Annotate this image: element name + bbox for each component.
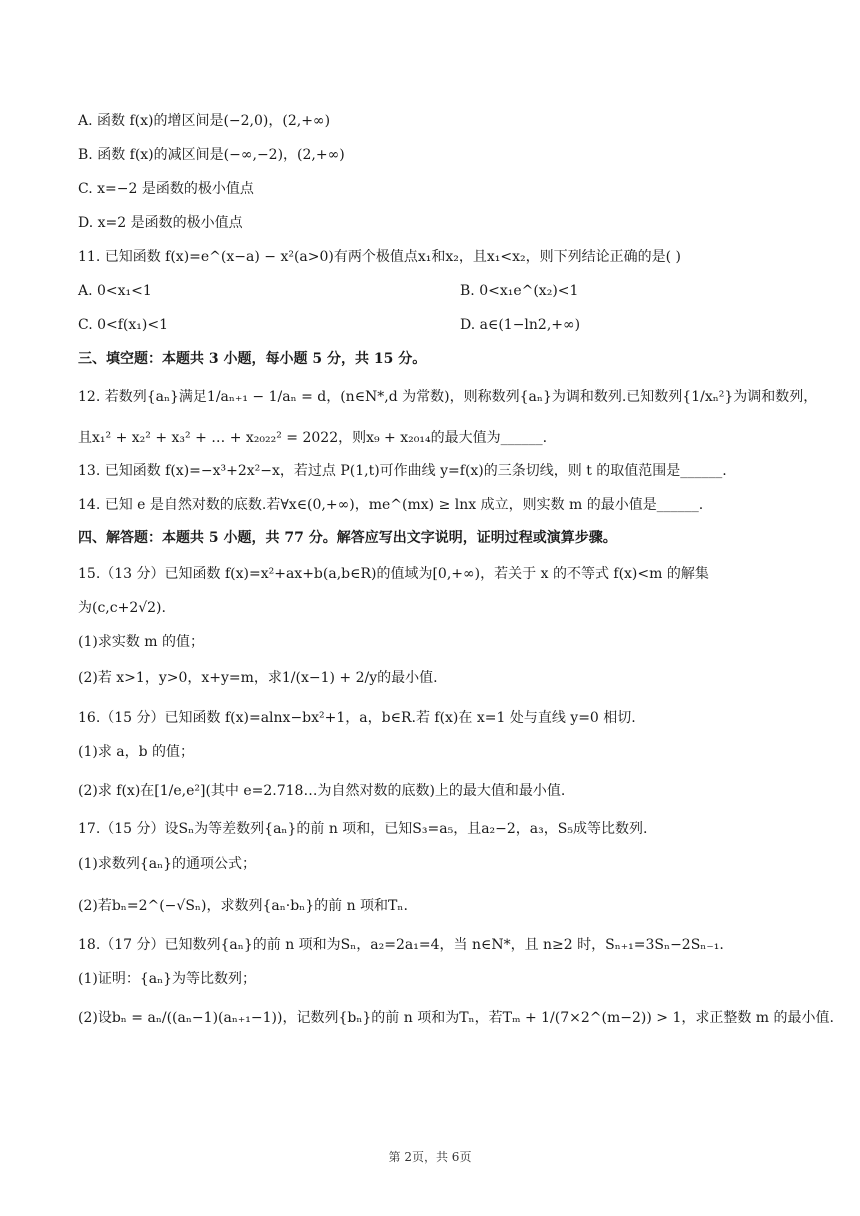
question-15: 15.（13 分）已知函数 f(x)=x²+ax+b(a,b∈R)的值域为[0,+∞)，若关于 x 的不等式 f(x)<m 的解集 bbox=[78, 566, 709, 582]
options-cd-q11 bbox=[78, 315, 782, 335]
question-16-part2: (2)求 f(x)在[1/e,e²](其中 e=2.718…为自然对数的底数)上的最大值和最小值. bbox=[78, 783, 566, 799]
option-a-q11: A. 0<x₁<1 bbox=[78, 283, 152, 299]
question-17-part2: (2)若bₙ=2^(−√Sₙ)，求数列{aₙ·bₙ}的前 n 项和Tₙ. bbox=[78, 898, 408, 914]
option-b-q10: B. 函数 f(x)的减区间是(−∞,−2)，(2,+∞) bbox=[78, 147, 345, 163]
question-16-part1: (1)求 a，b 的值； bbox=[78, 744, 195, 760]
question-12-cont: 且x₁² + x₂² + x₃² + … + x₂₀₂₂² = 2022，则x₉ + x₂₀₁₄的最大值为______. bbox=[78, 430, 548, 446]
option-d-q11: D. a∈(1−ln2,+∞) bbox=[460, 317, 581, 333]
option-c-q10: C. x=−2 是函数的极小值点 bbox=[78, 181, 254, 197]
question-15-cont: 为(c,c+2√2). bbox=[78, 600, 166, 616]
question-16: 16.（15 分）已知函数 f(x)=alnx−bx²+1，a，b∈R.若 f(x)在 x=1 处与直线 y=0 相切. bbox=[78, 710, 636, 726]
section-heading-fill-in: 三、填空题：本题共 3 小题，每小题 5 分，共 15 分。 bbox=[78, 351, 427, 367]
question-18-part2: (2)设bₙ = aₙ/((aₙ−1)(aₙ₊₁−1))，记数列{bₙ}的前 n 项和为Tₙ，若Tₘ + 1/(7×2^(m−2)) > 1，求正整数 m 的最小值. bbox=[78, 1010, 834, 1026]
question-11: 11. 已知函数 f(x)=e^(x−a) − x²(a>0)有两个极值点x₁和x₂，且x₁<x₂，则下列结论正确的是( ) bbox=[78, 249, 681, 265]
question-12: 12. 若数列{aₙ}满足1/aₙ₊₁ − 1/aₙ = d，(n∈N*,d 为常数)，则称数列{aₙ}为调和数列.已知数列{1/xₙ²}为调和数列， bbox=[78, 389, 818, 405]
option-d-q10: D. x=2 是函数的极小值点 bbox=[78, 215, 243, 231]
page-footer: 第 2页，共 6页 bbox=[388, 1150, 472, 1164]
question-17-part1: (1)求数列{aₙ}的通项公式； bbox=[78, 856, 257, 872]
section-heading-solve: 四、解答题：本题共 5 小题，共 77 分。解答应写出文字说明，证明过程或演算步骤。 bbox=[78, 530, 617, 546]
question-18: 18.（17 分）已知数列{aₙ}的前 n 项和为Sₙ，a₂=2a₁=4，当 n∈N*，且 n≥2 时，Sₙ₊₁=3Sₙ−2Sₙ₋₁. bbox=[78, 937, 724, 953]
option-a-q10: A. 函数 f(x)的增区间是(−2,0)，(2,+∞) bbox=[78, 113, 331, 129]
question-18-part1: (1)证明：{aₙ}为等比数列； bbox=[78, 971, 257, 987]
question-14: 14. 已知 e 是自然对数的底数.若∀x∈(0,+∞)，me^(mx) ≥ lnx 成立，则实数 m 的最小值是______. bbox=[78, 497, 704, 513]
question-13: 13. 已知函数 f(x)=−x³+2x²−x，若过点 P(1,t)可作曲线 y=f(x)的三条切线，则 t 的取值范围是______. bbox=[78, 463, 727, 479]
option-c-q11: C. 0<f(x₁)<1 bbox=[78, 317, 169, 333]
question-15-part2: (2)若 x>1，y>0，x+y=m，求1/(x−1) + 2/y的最小值. bbox=[78, 670, 438, 686]
question-17: 17.（15 分）设Sₙ为等差数列{aₙ}的前 n 项和，已知S₃=a₅，且a₂−2，a₃，S₅成等比数列. bbox=[78, 821, 648, 837]
options-ab-q11 bbox=[78, 281, 782, 301]
option-b-q11: B. 0<x₁e^(x₂)<1 bbox=[460, 283, 579, 299]
question-15-part1: (1)求实数 m 的值； bbox=[78, 634, 205, 650]
